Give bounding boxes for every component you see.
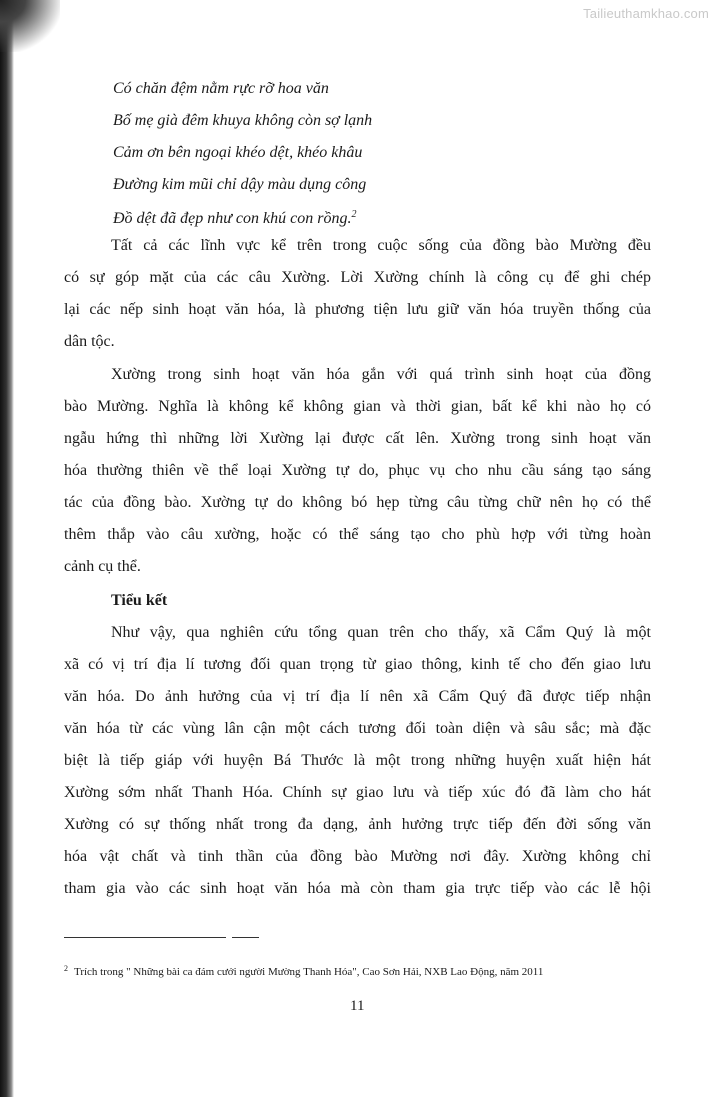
paragraph-line: văn hóa từ các vùng lân cận một cách tương đối toàn diện và sâu sắc; mà đặc — [64, 720, 651, 737]
footnote-text: Trích trong " Những bài ca đám cưới người Mường Thanh Hóa", Cao Sơn Hải, NXB Lao Động, năm 2011 — [74, 966, 544, 978]
poem-line-text: Đồ dệt đã đẹp như con khú con rồng. — [113, 210, 352, 227]
watermark: Tailieuthamkhao.com — [583, 6, 709, 21]
paragraph-line: tham gia vào các sinh hoạt văn hóa mà còn tham gia trực tiếp vào các lễ hội — [64, 880, 651, 897]
footnote-reference: 2 — [351, 209, 357, 220]
paragraph-line: ngẫu hứng thì những lời Xường lại được cất lên. Xường trong sinh hoạt văn — [64, 430, 651, 447]
paragraph-line: Xường có sự thống nhất trong đa dạng, ảnh hưởng trực tiếp đến đời sống văn — [64, 816, 651, 833]
poem-line: Bố mẹ già đêm khuya không còn sợ lạnh — [113, 112, 373, 129]
footnote — [64, 962, 543, 979]
paragraph-line: Tất cả các lĩnh vực kể trên trong cuộc sống của đồng bào Mường đều — [111, 237, 651, 254]
paragraph-line: biệt là tiếp giáp với huyện Bá Thước là một trong những huyện xuất hiện hát — [64, 752, 651, 769]
paragraph-line: hóa vật chất và tinh thần của đồng bào Mường nơi đây. Xường không chỉ — [64, 848, 651, 865]
paragraph-line: xã có vị trí địa lí tương đối quan trọng từ giao thông, kinh tế cho đến giao lưu — [64, 656, 651, 673]
footnote-marker: 2 — [64, 964, 68, 973]
paragraph-line: hóa thường thiên về thể loại Xường tự do, phục vụ cho nhu cầu sáng tạo sáng — [64, 462, 651, 479]
page-number: 11 — [350, 998, 365, 1014]
paragraph-line: bào Mường. Nghĩa là không kể không gian và thời gian, bất kể khi nào họ có — [64, 398, 651, 415]
paragraph-line: tác của đồng bào. Xường tự do không bó hẹp từng câu từng chữ nên họ có thể — [64, 494, 651, 511]
paragraph-line: có sự góp mặt của các câu Xường. Lời Xường chính là công cụ để ghi chép — [64, 269, 651, 286]
paragraph-line: thêm thắp vào câu xường, hoặc có thể sáng tạo cho phù hợp với từng hoàn — [64, 526, 651, 543]
paragraph-line: dân tộc. — [64, 333, 115, 350]
section-heading: Tiểu kết — [111, 592, 168, 609]
poem-line: Đường kim mũi chỉ dậy màu dụng công — [113, 176, 367, 193]
paragraph-line: Như vậy, qua nghiên cứu tổng quan trên cho thấy, xã Cẩm Quý là một — [111, 624, 651, 641]
paragraph-line: Xường trong sinh hoạt văn hóa gắn với quá trình sinh hoạt của đồng — [111, 366, 651, 383]
paragraph-line: cảnh cụ thể. — [64, 558, 141, 575]
paragraph-line: văn hóa. Do ảnh hưởng của vị trí địa lí nên xã Cẩm Quý đã được tiếp nhận — [64, 688, 651, 705]
poem-line: Cảm ơn bên ngoại khéo dệt, khéo khâu — [113, 144, 363, 161]
scan-shadow-corner — [0, 0, 60, 52]
scan-shadow-left — [0, 0, 14, 1097]
paragraph-line: Xường sớm nhất Thanh Hóa. Chính sự giao lưu và tiếp xúc đó đã làm cho hát — [64, 784, 651, 801]
paragraph-line: lại các nếp sinh hoạt văn hóa, là phương tiện lưu giữ văn hóa truyền thống của — [64, 301, 651, 318]
footnote-separator-gap — [226, 936, 232, 939]
poem-line-last — [113, 205, 356, 229]
poem-line: Có chăn đệm nằm rực rỡ hoa văn — [113, 80, 329, 97]
